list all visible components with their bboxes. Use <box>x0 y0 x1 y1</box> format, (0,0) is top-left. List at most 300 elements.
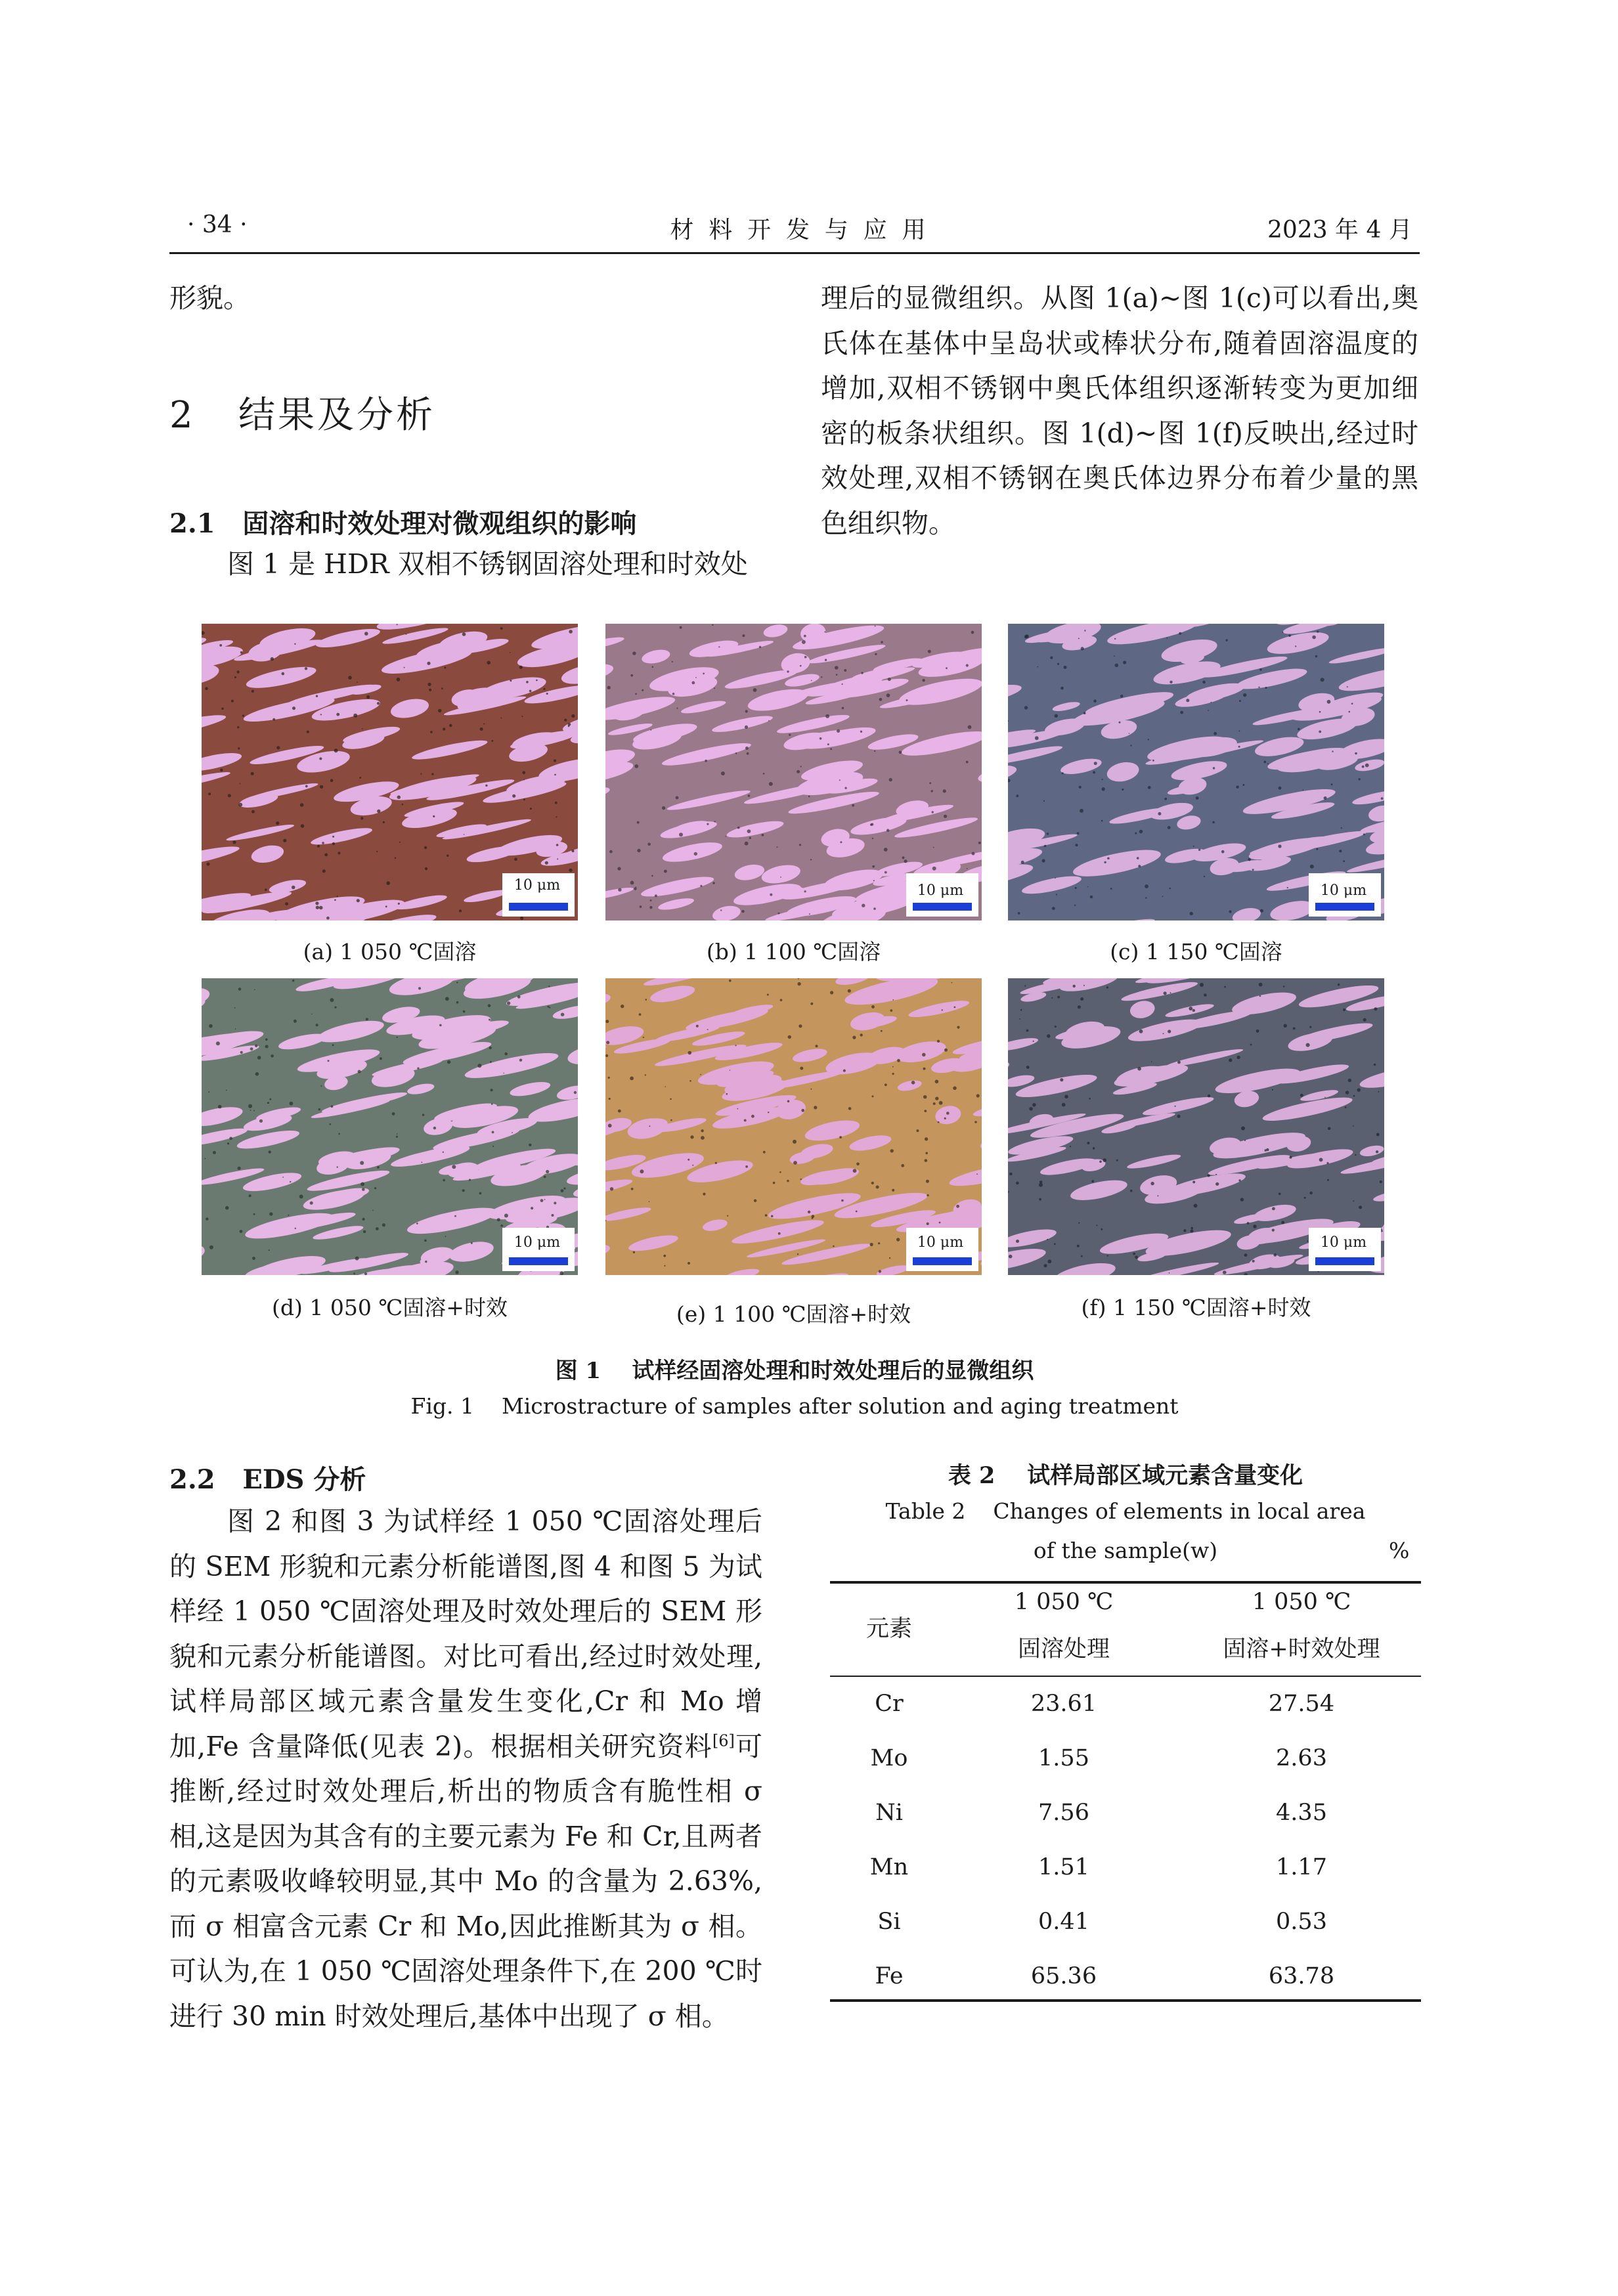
precipitate-dot <box>1253 1224 1256 1228</box>
precipitate-dot <box>489 1019 491 1021</box>
precipitate-dot <box>889 778 892 781</box>
precipitate-dot <box>932 867 936 871</box>
precipitate-dot <box>1376 1150 1378 1153</box>
precipitate-dot <box>557 858 558 859</box>
precipitate-dot <box>338 852 340 854</box>
precipitate-dot <box>881 1030 883 1032</box>
precipitate-dot <box>1039 1198 1041 1201</box>
precipitate-dot <box>452 1165 456 1169</box>
precipitate-dot <box>1064 1095 1068 1099</box>
precipitate-dot <box>768 1112 769 1113</box>
precipitate-dot <box>1359 1205 1362 1209</box>
cell-element: Fe <box>875 1963 904 1989</box>
precipitate-dot <box>1152 760 1154 762</box>
para-2-1-start: 图 1 是 HDR 双相不锈钢固溶处理和时效处 <box>227 548 748 580</box>
precipitate-dot <box>1348 1079 1351 1082</box>
precipitate-dot <box>491 1089 493 1091</box>
para-2-1-cont: 理后的显微组织。从图 1(a)~图 1(c)可以看出,奥氏体在基体中呈岛状或棒状分布,随着固溶温度的增加,双相不锈钢中奥氏体组织逐渐转变为更加细密的板条状组织。图 1(d)~图 1(f)反映出,经过时效处理,双相不锈钢在奥氏体边界分布着少量的黑色组织物。 <box>821 282 1418 539</box>
precipitate-dot <box>362 1188 365 1191</box>
figure-1-title-cn: 图 1 试样经固溶处理和时效处理后的显微组织 <box>555 1358 1034 1384</box>
precipitate-dot <box>238 987 242 991</box>
precipitate-dot <box>649 906 652 909</box>
precipitate-dot <box>456 1001 459 1004</box>
precipitate-dot <box>871 1005 875 1008</box>
precipitate-dot <box>1378 1091 1379 1093</box>
precipitate-dot <box>292 706 295 710</box>
precipitate-dot <box>1019 1018 1020 1020</box>
precipitate-dot <box>1357 1088 1361 1091</box>
precipitate-dot <box>922 1053 926 1057</box>
precipitate-dot <box>1202 681 1206 684</box>
precipitate-dot <box>737 1108 738 1110</box>
precipitate-dot <box>852 1036 856 1039</box>
precipitate-dot <box>827 743 829 745</box>
precipitate-dot <box>896 1238 900 1241</box>
precipitate-dot <box>249 1194 251 1197</box>
precipitate-dot <box>956 1205 959 1208</box>
precipitate-dot <box>926 1180 929 1183</box>
precipitate-dot <box>871 1182 874 1184</box>
precipitate-dot <box>804 656 807 659</box>
precipitate-dot <box>385 905 387 907</box>
precipitate-dot <box>504 1052 508 1056</box>
precipitate-dot <box>901 1164 904 1167</box>
precipitate-dot <box>932 811 934 813</box>
precipitate-dot <box>1078 1005 1081 1008</box>
precipitate-dot <box>929 782 931 784</box>
precipitate-dot <box>285 902 288 905</box>
precipitate-dot <box>334 899 336 901</box>
precipitate-dot <box>676 796 679 800</box>
precipitate-dot <box>634 764 638 768</box>
precipitate-dot <box>1087 886 1089 888</box>
precipitate-dot <box>1208 1174 1210 1177</box>
precipitate-dot <box>874 750 875 752</box>
precipitate-dot <box>1351 703 1353 704</box>
precipitate-dot <box>1288 634 1291 637</box>
precipitate-dot <box>634 888 636 890</box>
precipitate-dot <box>380 1057 382 1060</box>
precipitate-dot <box>1054 1243 1056 1245</box>
precipitate-dot <box>445 1236 447 1237</box>
precipitate-dot <box>933 1102 936 1105</box>
precipitate-dot <box>449 724 452 727</box>
precipitate-dot <box>1211 702 1212 703</box>
precipitate-dot <box>745 1165 748 1168</box>
precipitate-dot <box>643 1037 644 1038</box>
precipitate-dot <box>1162 896 1164 898</box>
precipitate-dot <box>1300 1094 1303 1097</box>
precipitate-dot <box>1180 711 1183 714</box>
precipitate-dot <box>609 1098 611 1100</box>
precipitate-dot <box>937 1040 940 1043</box>
precipitate-dot <box>610 1187 613 1190</box>
precipitate-dot <box>492 1131 494 1134</box>
precipitate-dot <box>438 709 441 712</box>
precipitate-dot <box>649 1201 650 1202</box>
precipitate-dot <box>1102 787 1105 791</box>
precipitate-dot <box>763 773 765 775</box>
precipitate-dot <box>216 1041 220 1045</box>
precipitate-dot <box>928 650 931 653</box>
precipitate-dot <box>745 726 748 729</box>
precipitate-dot <box>762 834 764 836</box>
precipitate-dot <box>925 1152 928 1155</box>
precipitate-dot <box>1214 732 1217 735</box>
precipitate-dot <box>1075 844 1078 846</box>
precipitate-dot <box>1237 1056 1240 1059</box>
precipitate-dot <box>315 901 318 905</box>
precipitate-dot <box>892 1066 894 1068</box>
precipitate-dot <box>269 1249 270 1251</box>
precipitate-dot <box>712 882 715 884</box>
table-bottom-rule <box>830 1999 1421 2002</box>
figure-1-title-en: Fig. 1 Microstracture of samples after solution and aging treatment <box>410 1393 1179 1419</box>
precipitate-dot <box>1166 638 1168 639</box>
micrograph-b <box>605 624 982 921</box>
precipitate-dot <box>1139 830 1143 834</box>
precipitate-dot <box>208 1091 209 1093</box>
precipitate-dot <box>1316 848 1318 850</box>
precipitate-dot <box>1240 1198 1244 1201</box>
precipitate-dot <box>439 1024 442 1027</box>
precipitate-dot <box>1224 986 1226 988</box>
precipitate-dot <box>324 854 328 857</box>
precipitate-dot <box>235 1028 236 1029</box>
precipitate-dot <box>897 1059 900 1062</box>
precipitate-dot <box>292 886 295 890</box>
precipitate-dot <box>1304 1197 1306 1199</box>
precipitate-dot <box>841 1200 844 1202</box>
precipitate-dot <box>337 1166 338 1167</box>
precipitate-dot <box>1169 888 1171 890</box>
precipitate-dot <box>1042 859 1045 862</box>
precipitate-dot <box>655 894 657 897</box>
precipitate-dot <box>1324 796 1327 800</box>
precipitate-dot <box>944 1049 948 1052</box>
precipitate-dot <box>797 1253 798 1255</box>
precipitate-dot <box>810 1003 813 1005</box>
precipitate-dot <box>802 640 806 644</box>
precipitate-dot <box>848 1107 852 1110</box>
precipitate-dot <box>520 917 523 920</box>
precipitate-dot <box>852 804 854 807</box>
precipitate-dot <box>690 1135 693 1138</box>
precipitate-dot <box>1252 869 1254 871</box>
precipitate-dot <box>712 624 713 626</box>
precipitate-dot <box>377 1166 380 1169</box>
precipitate-dot <box>420 773 422 775</box>
precipitate-dot <box>1321 678 1324 682</box>
precipitate-dot <box>363 1230 366 1233</box>
reference-6: [6] <box>712 1731 735 1750</box>
table-top-rule <box>830 1581 1421 1584</box>
precipitate-dot <box>283 839 286 842</box>
precipitate-dot <box>1183 1229 1186 1232</box>
precipitate-dot <box>232 840 236 844</box>
precipitate-dot <box>504 1214 508 1218</box>
precipitate-dot <box>1137 1067 1141 1071</box>
precipitate-dot <box>205 1158 206 1159</box>
precipitate-dot <box>745 842 749 846</box>
precipitate-dot <box>479 1192 482 1195</box>
precipitate-dot <box>1016 1182 1019 1185</box>
precipitate-dot <box>1024 706 1028 709</box>
precipitate-dot <box>640 905 642 908</box>
precipitate-dot <box>742 634 745 637</box>
precipitate-dot <box>491 1103 493 1105</box>
precipitate-dot <box>1139 1029 1143 1033</box>
precipitate-dot <box>1284 1024 1287 1028</box>
precipitate-dot <box>886 829 889 832</box>
precipitate-dot <box>1212 821 1215 824</box>
precipitate-dot <box>1324 1097 1326 1098</box>
precipitate-dot <box>444 666 446 668</box>
precipitate-dot <box>487 661 491 665</box>
precipitate-dot <box>844 669 846 672</box>
precipitate-dot <box>1315 655 1317 657</box>
precipitate-dot <box>1225 639 1227 641</box>
precipitate-dot <box>1145 884 1148 888</box>
precipitate-dot <box>1338 984 1340 986</box>
precipitate-dot <box>353 714 357 718</box>
precipitate-dot <box>561 1189 564 1192</box>
precipitate-dot <box>471 1242 473 1244</box>
precipitate-dot <box>294 1020 297 1023</box>
precipitate-dot <box>219 644 222 647</box>
precipitate-dot <box>810 859 812 860</box>
cell-solution-value: 1.51 <box>1038 1854 1089 1880</box>
precipitate-dot <box>808 1211 810 1213</box>
precipitate-dot <box>953 1087 957 1091</box>
table-2-title-cn: 表 2 试样局部区域元素含量变化 <box>948 1462 1303 1489</box>
precipitate-dot <box>978 842 981 844</box>
precipitate-dot <box>839 1136 842 1138</box>
precipitate-dot <box>645 999 647 1001</box>
precipitate-dot <box>554 1202 556 1204</box>
precipitate-dot <box>330 779 334 782</box>
precipitate-dot <box>1135 833 1137 834</box>
precipitate-dot <box>431 773 433 775</box>
precipitate-dot <box>1204 993 1207 997</box>
precipitate-dot <box>1258 687 1259 688</box>
para-2-2-part1: 图 2 和图 3 为试样经 1 050 ℃固溶处理后的 SEM 形貌和元素分析能谱图,图 4 和图 5 为试样经 1 050 ℃固溶处理及时效处理后的 SEM 形貌和元素分析能谱图。对比可看出,经过时效处理,试样局部区域元素含量发生变化,Cr 和 Mo 增加,Fe 含量降低(见表 2)。根据相关研究资料 <box>169 1505 762 1762</box>
precipitate-dot <box>276 821 279 825</box>
precipitate-dot <box>701 1129 703 1132</box>
cell-element: Si <box>877 1909 901 1935</box>
precipitate-dot <box>630 1077 634 1081</box>
precipitate-dot <box>1343 1008 1345 1011</box>
precipitate-dot <box>559 1271 563 1275</box>
precipitate-dot <box>357 682 358 683</box>
precipitate-dot <box>873 880 875 881</box>
precipitate-dot <box>933 847 934 848</box>
precipitate-dot <box>944 1117 946 1119</box>
precipitate-dot <box>1241 1127 1245 1131</box>
precipitate-dot <box>663 1255 666 1257</box>
precipitate-dot <box>265 888 267 891</box>
precipitate-dot <box>332 836 334 838</box>
precipitate-dot <box>814 1106 817 1109</box>
precipitate-dot <box>747 752 749 755</box>
para-2-2 <box>169 1499 762 2039</box>
precipitate-dot <box>364 632 368 636</box>
precipitate-dot <box>639 1013 642 1016</box>
precipitate-dot <box>816 1045 818 1047</box>
precipitate-dot <box>322 869 326 873</box>
precipitate-dot <box>872 865 875 868</box>
precipitate-dot <box>1039 1183 1043 1187</box>
precipitate-dot <box>1009 1255 1013 1259</box>
precipitate-dot <box>290 1181 291 1182</box>
precipitate-dot <box>507 1001 510 1005</box>
precipitate-dot <box>1341 827 1342 829</box>
precipitate-dot <box>1137 857 1139 859</box>
precipitate-dot <box>881 641 883 643</box>
precipitate-dot <box>771 1215 774 1218</box>
precipitate-dot <box>1060 1078 1063 1081</box>
precipitate-dot <box>1087 1142 1090 1144</box>
precipitate-dot <box>540 1199 544 1202</box>
precipitate-dot <box>521 716 523 717</box>
precipitate-dot <box>1047 1259 1051 1263</box>
precipitate-dot <box>957 1026 959 1029</box>
precipitate-dot <box>1168 1029 1171 1033</box>
precipitate-dot <box>1077 1245 1080 1247</box>
precipitate-dot <box>1353 1125 1354 1127</box>
precipitate-dot <box>875 653 877 655</box>
precipitate-dot <box>689 1080 691 1082</box>
precipitate-dot <box>1129 733 1130 734</box>
precipitate-dot <box>529 690 532 693</box>
cell-solution-value: 0.41 <box>1038 1909 1089 1935</box>
precipitate-dot <box>780 877 781 878</box>
precipitate-dot <box>1101 1228 1103 1230</box>
precipitate-dot <box>1193 846 1194 847</box>
precipitate-dot <box>741 910 744 913</box>
precipitate-dot <box>637 821 640 824</box>
precipitate-dot <box>248 1104 252 1108</box>
precipitate-dot <box>424 846 427 849</box>
precipitate-dot <box>288 1215 289 1216</box>
precipitate-dot <box>1252 1260 1255 1263</box>
precipitate-dot <box>1016 794 1018 797</box>
precipitate-dot <box>374 1187 376 1189</box>
precipitate-dot <box>727 1215 728 1217</box>
precipitate-dot <box>974 1121 977 1123</box>
precipitate-dot <box>1094 762 1097 765</box>
precipitate-dot <box>721 771 725 775</box>
precipitate-dot <box>257 1056 261 1060</box>
precipitate-dot <box>608 1077 610 1079</box>
precipitate-dot <box>1035 736 1039 740</box>
precipitate-dot <box>1238 1179 1240 1181</box>
precipitate-dot <box>1099 1160 1102 1163</box>
precipitate-dot <box>226 1090 227 1091</box>
precipitate-dot <box>430 731 433 733</box>
precipitate-dot <box>334 748 338 752</box>
precipitate-dot <box>310 1202 313 1205</box>
precipitate-dot <box>1018 912 1020 915</box>
table-header-rule <box>830 1676 1421 1677</box>
precipitate-dot <box>1208 710 1209 711</box>
precipitate-dot <box>856 1211 858 1213</box>
precipitate-dot <box>501 718 502 719</box>
cell-solution-value: 65.36 <box>1030 1963 1097 1989</box>
precipitate-dot <box>1186 699 1189 702</box>
precipitate-dot <box>972 852 975 856</box>
precipitate-dot <box>925 1159 928 1162</box>
precipitate-dot <box>860 1033 863 1036</box>
precipitate-dot <box>1138 865 1141 867</box>
precipitate-dot <box>500 627 503 630</box>
precipitate-dot <box>1295 645 1296 647</box>
precipitate-dot <box>554 760 556 762</box>
precipitate-dot <box>360 1161 364 1165</box>
precipitate-dot <box>751 1115 754 1118</box>
precipitate-dot <box>545 861 548 865</box>
precipitate-dot <box>946 1112 950 1115</box>
precipitate-dot <box>332 842 335 845</box>
precipitate-dot <box>938 1121 940 1123</box>
precipitate-dot <box>879 1270 881 1272</box>
precipitate-dot <box>1077 832 1080 834</box>
precipitate-dot <box>848 989 851 993</box>
precipitate-dot <box>1306 1043 1310 1047</box>
header-aged-temp: 1 050 ℃ <box>1252 1589 1351 1615</box>
precipitate-dot <box>269 1212 273 1215</box>
precipitate-dot <box>514 857 517 861</box>
precipitate-dot <box>1009 1173 1013 1176</box>
precipitate-dot <box>1244 1253 1248 1257</box>
precipitate-dot <box>1236 786 1238 789</box>
precipitate-dot <box>1309 1192 1313 1195</box>
precipitate-dot <box>833 1245 835 1247</box>
precipitate-dot <box>916 1129 919 1132</box>
precipitate-dot <box>1073 985 1076 987</box>
precipitate-dot <box>1091 1180 1094 1182</box>
precipitate-dot <box>875 626 876 627</box>
precipitate-dot <box>254 989 255 991</box>
precipitate-dot <box>923 1068 926 1070</box>
precipitate-dot <box>1363 1018 1367 1022</box>
precipitate-dot <box>768 720 770 722</box>
precipitate-dot <box>726 1093 728 1095</box>
precipitate-dot <box>1192 1009 1195 1012</box>
precipitate-dot <box>556 844 559 846</box>
precipitate-dot <box>694 852 697 856</box>
precipitate-dot <box>252 1257 255 1260</box>
precipitate-dot <box>366 695 370 699</box>
precipitate-dot <box>1267 763 1269 764</box>
precipitate-dot <box>1331 783 1333 785</box>
precipitate-dot <box>397 1037 398 1038</box>
precipitate-dot <box>276 746 280 749</box>
precipitate-dot <box>927 1223 929 1225</box>
precipitate-dot <box>924 1110 927 1112</box>
precipitate-dot <box>519 666 523 669</box>
precipitate-dot <box>1043 1264 1047 1267</box>
precipitate-dot <box>927 1194 929 1196</box>
precipitate-dot <box>1081 1255 1083 1257</box>
scale-bar <box>1315 1257 1374 1265</box>
precipitate-dot <box>725 836 726 837</box>
precipitate-dot <box>870 1243 873 1246</box>
precipitate-dot <box>395 857 396 859</box>
precipitate-dot <box>954 1007 956 1008</box>
precipitate-dot <box>526 681 529 683</box>
precipitate-dot <box>605 1020 609 1023</box>
